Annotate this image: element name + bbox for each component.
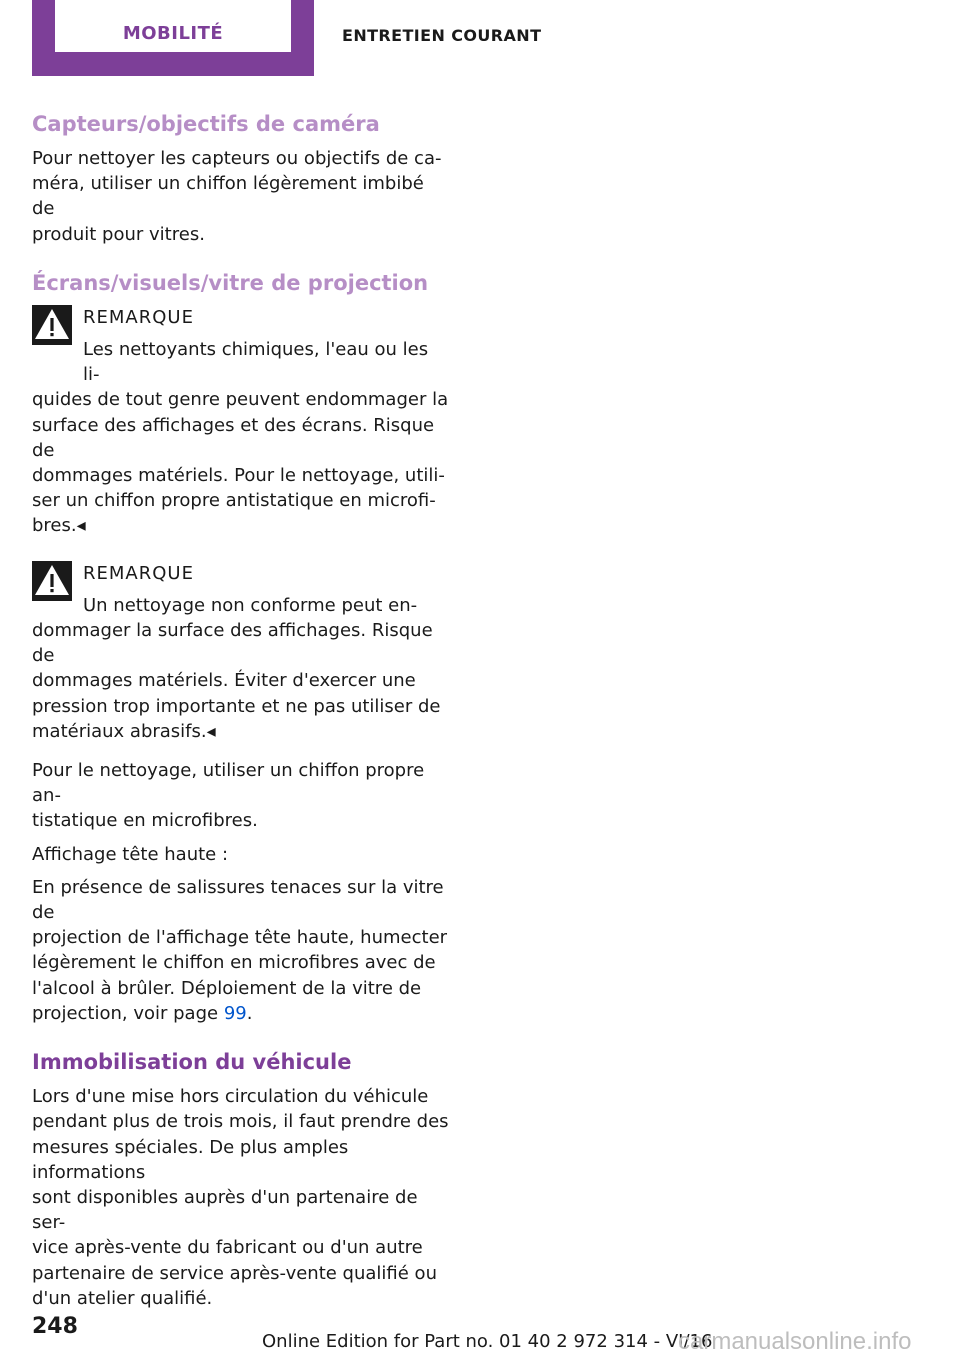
page-number: 248 xyxy=(32,1314,78,1339)
heading-immobilisation: Immobilisation du véhicule xyxy=(32,1050,352,1075)
section-title: ENTRETIEN COURANT xyxy=(342,26,542,45)
watermark: carmanualsonline.info xyxy=(678,1328,912,1355)
notice-label: REMARQUE xyxy=(83,562,194,584)
notice-text: quides de tout genre peuvent endommager la surface des affichages et des écrans. Risque de dommages matériels. Pour le nettoyage, utili- ser un chiffon propre antistatique en microfi- bres.◂ xyxy=(32,389,449,537)
chapter-tab[interactable] xyxy=(55,0,291,52)
paragraph-camera-sensors: Pour nettoyer les capteurs ou objectifs de ca- méra, utiliser un chiffon légèrement imbibé de produit pour vitres. xyxy=(32,148,442,245)
chapter-title: MOBILITÉ xyxy=(122,23,224,44)
notice-first-line: Les nettoyants chimiques, l'eau ou les li- xyxy=(83,339,429,386)
notice-first-line: Un nettoyage non conforme peut en- xyxy=(83,594,418,616)
page-content xyxy=(32,110,450,1311)
paragraph-immobilisation: Lors d'une mise hors circulation du véhicule pendant plus de trois mois, il faut prendre des mesures spéciales. De plus amples informations sont disponibles auprès d'un partenaire de ser- vice après-vente du fabricant ou d'un autre partenaire de service après-vente qualifié ou d'un atelier qualifié. xyxy=(32,1086,449,1309)
notice-text: dommager la surface des affichages. Risque de dommages matériels. Éviter d'exercer une pression trop importante et ne pas utiliser de matériaux abrasifs.◂ xyxy=(32,620,441,742)
heading-screens: Écrans/visuels/vitre de projection xyxy=(32,270,429,295)
warning-triangle-icon xyxy=(32,561,72,601)
page-link[interactable]: 99 xyxy=(223,1002,247,1024)
notice-cleaning xyxy=(32,561,450,744)
warning-triangle-icon xyxy=(32,305,72,345)
notice-label: REMARQUE xyxy=(83,306,194,328)
notice-chemicals xyxy=(32,305,450,539)
heading-camera-sensors: Capteurs/objectifs de caméra xyxy=(32,112,380,136)
edition-text: Online Edition for Part no. 01 40 2 972 314 - VI/16 xyxy=(262,1331,713,1352)
paragraph-hud-title: Affichage tête haute : xyxy=(32,843,229,865)
paragraph-hud: En présence de salissures tenaces sur la vitre de projection de l'affichage tête haute, humecter légèrement le chiffon en microfibres avec de l'alcool à brûler. Déploiement de la vitre de projection, voir page 99. xyxy=(32,876,448,1024)
paragraph-microfiber: Pour le nettoyage, utiliser un chiffon propre an- tistatique en microfibres. xyxy=(32,760,425,832)
